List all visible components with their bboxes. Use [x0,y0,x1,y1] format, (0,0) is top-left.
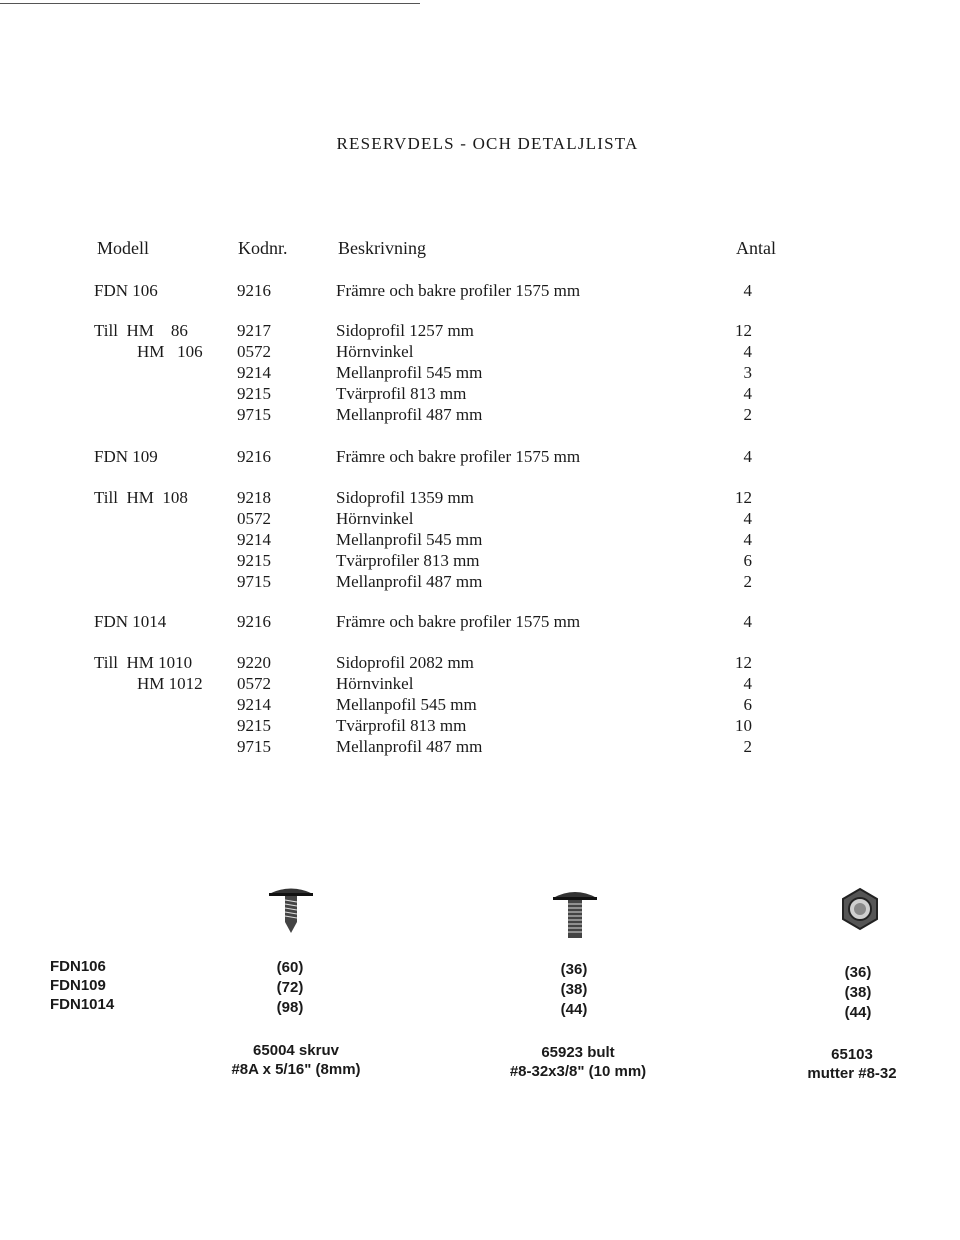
ref-number: (44) [560,1001,588,1018]
compatible-model: HM 1012 [137,674,203,693]
part-number: 65004 skruv [253,1042,339,1059]
part-number: 65103 [831,1046,873,1063]
part-quantity: 6 [743,551,752,570]
part-description: Sidoprofil 1359 mm [336,488,474,507]
part-code: 9220 [237,653,271,672]
bolt-refs [544,960,604,1020]
part-code: 9216 [237,612,271,631]
header-description: Beskrivning [338,238,426,258]
compatible-model: Till HM 108 [94,488,188,507]
part-description: Mellanprofil 487 mm [336,405,483,424]
part-description: Tvärprofil 813 mm [336,716,467,735]
hardware-model: FDN109 [50,977,106,994]
part-code: 9715 [237,572,271,591]
screw-caption [206,1041,386,1079]
part-description: Mellanprofil 487 mm [336,572,483,591]
ref-number: (36) [560,961,588,978]
part-quantity: 6 [743,695,752,714]
part-description: Mellanprofil 487 mm [336,737,483,756]
part-number: 65923 bult [541,1044,615,1061]
part-quantity: 2 [743,572,752,591]
part-quantity: 4 [743,674,752,693]
part-description: Tvärprofil 813 mm [336,384,467,403]
part-code: 9218 [237,488,271,507]
ref-number: (36) [844,964,872,981]
ref-number: (72) [276,979,304,996]
screw-icon [266,885,316,935]
part-code: 9215 [237,384,271,403]
part-code: 9214 [237,530,271,549]
part-description: Främre och bakre profiler 1575 mm [336,281,581,300]
ref-number: (44) [844,1004,872,1021]
part-quantity: 4 [743,612,752,631]
hardware-model: FDN106 [50,958,106,975]
part-size: #8-32x3/8" (10 mm) [509,1063,647,1080]
ref-number: (98) [276,999,304,1016]
hardware-models [50,957,114,1014]
model-name: FDN 106 [94,281,158,300]
part-size: mutter #8-32 [807,1065,897,1082]
part-quantity: 10 [735,716,752,735]
part-description: Tvärprofiler 813 mm [336,551,480,570]
model-name: FDN 1014 [94,612,167,631]
screw-refs [260,958,320,1018]
part-code: 9215 [237,551,271,570]
part-description: Hörnvinkel [336,342,414,361]
part-quantity: 12 [735,321,752,340]
part-quantity: 3 [743,363,752,382]
part-code: 9216 [237,447,271,466]
part-quantity: 12 [735,653,752,672]
part-quantity: 4 [743,384,752,403]
part-quantity: 4 [743,342,752,361]
part-quantity: 4 [743,281,752,300]
compatible-model: HM 106 [137,342,203,361]
nut-icon [838,887,882,931]
part-code: 0572 [237,674,271,693]
part-description: Hörnvinkel [336,674,414,693]
nut-refs [828,963,888,1023]
part-description: Sidoprofil 1257 mm [336,321,474,340]
part-description: Främre och bakre profiler 1575 mm [336,447,581,466]
part-description: Hörnvinkel [336,509,414,528]
compatible-model: Till HM 86 [94,321,188,340]
ref-number: (38) [844,984,872,1001]
part-code: 9214 [237,695,271,714]
bolt-caption [488,1043,668,1081]
part-code: 9215 [237,716,271,735]
part-code: 9216 [237,281,271,300]
model-name: FDN 109 [94,447,158,466]
part-code: 9715 [237,737,271,756]
part-code: 9214 [237,363,271,382]
part-description: Sidoprofil 2082 mm [336,653,474,672]
bolt-icon [550,888,600,940]
header-model: Modell [97,238,149,258]
nut-caption [762,1045,942,1083]
part-description: Mellanprofil 545 mm [336,363,483,382]
ref-number: (38) [560,981,588,998]
part-quantity: 12 [735,488,752,507]
part-code: 0572 [237,509,271,528]
part-code: 0572 [237,342,271,361]
page-title: RESERVDELS - OCH DETALJLISTA [336,134,639,153]
part-description: Mellanpofil 545 mm [336,695,477,714]
part-size: #8A x 5/16" (8mm) [231,1061,361,1078]
header-code: Kodnr. [238,238,288,258]
ref-number: (60) [276,959,304,976]
top-rule [0,3,420,4]
header-quantity: Antal [736,238,776,258]
compatible-model: Till HM 1010 [94,653,193,672]
part-code: 9217 [237,321,271,340]
part-description: Främre och bakre profiler 1575 mm [336,612,581,631]
part-quantity: 4 [743,530,752,549]
hardware-model: FDN1014 [50,996,115,1013]
part-quantity: 4 [743,509,752,528]
part-quantity: 4 [743,447,752,466]
part-code: 9715 [237,405,271,424]
part-quantity: 2 [743,405,752,424]
part-description: Mellanprofil 545 mm [336,530,483,549]
part-quantity: 2 [743,737,752,756]
